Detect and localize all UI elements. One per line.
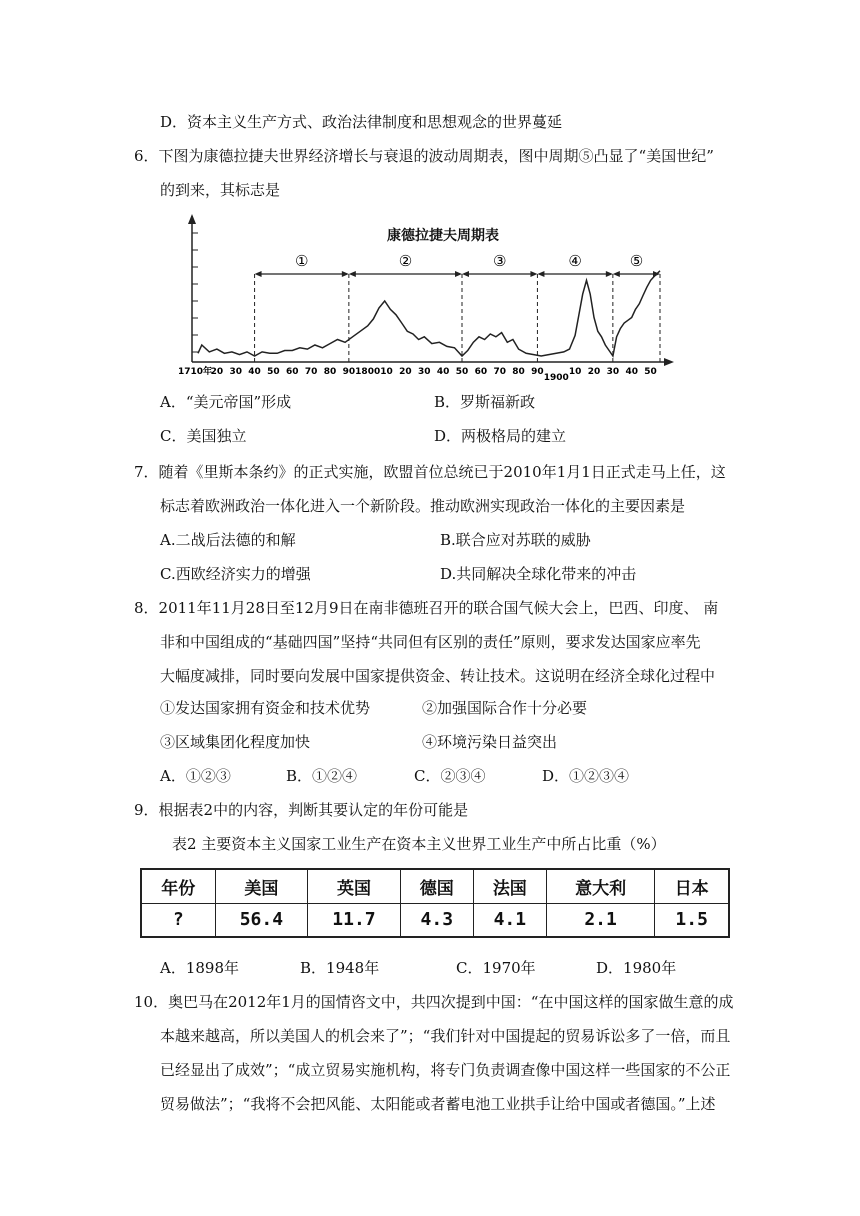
table-header-cell: 意大利 [546, 869, 655, 903]
q9-option-b: B．1948年 [300, 959, 380, 977]
x-tick-label: 60 [286, 367, 299, 377]
q7-option-a: A.二战后法德的和解 [160, 531, 296, 549]
cycle-label: ③ [492, 252, 507, 270]
table-header-cell: 美国 [215, 869, 308, 903]
table-cell: 2.1 [546, 903, 655, 937]
q8-item-2: ②加强国际合作十分必要 [422, 699, 588, 717]
q8-option-d: D．①②③④ [542, 767, 630, 785]
cycle-arrow-right [455, 271, 462, 277]
economic-wave-line [198, 271, 660, 356]
table-header-cell: 法国 [473, 869, 546, 903]
table-cell: 11.7 [308, 903, 401, 937]
q9-option-d: D．1980年 [596, 959, 677, 977]
cycle-arrow-left [537, 271, 544, 277]
x-tick-label: 1900 [543, 373, 569, 383]
x-tick-label: 40 [625, 367, 638, 377]
q6-option-d: D．两极格局的建立 [434, 427, 567, 445]
table-row [141, 903, 729, 937]
table-header-cell: 英国 [308, 869, 401, 903]
q5-option-d: D．资本主义生产方式、政治法律制度和思想观念的世界蔓延 [160, 113, 563, 131]
industry-share-table [140, 868, 730, 938]
x-tick-label: 80 [323, 367, 337, 377]
q6-option-b: B．罗斯福新政 [434, 393, 536, 411]
table-header-cell: 德国 [400, 869, 473, 903]
x-tick-label: 80 [512, 367, 525, 377]
q6-option-a: A．“美元帝国”形成 [160, 393, 292, 411]
x-tick-label: 1710年 [178, 367, 213, 377]
table-header-row [141, 869, 729, 903]
x-tick-label: 10 [380, 367, 393, 377]
x-axis-tick-labels [178, 365, 657, 383]
q8-item-1: ①发达国家拥有资金和技术优势 [160, 699, 371, 717]
x-tick-label: 70 [493, 367, 506, 377]
table-caption: 表2 主要资本主义国家工业生产在资本主义世界工业生产中所占比重（%） [172, 835, 666, 853]
q8-item-4: ④环境污染日益突出 [422, 733, 558, 751]
x-tick-label: 50 [644, 367, 657, 377]
q7-stem-line2: 标志着欧洲政治一体化进入一个新阶段。推动欧洲实现政治一体化的主要因素是 [160, 497, 686, 515]
q8-stem-line2: 非和中国组成的“基础四国”坚持“共同但有区别的责任”原则，要求发达国家应率先 [160, 633, 701, 651]
kondratiev-cycle-chart [168, 212, 688, 384]
q7-option-d: D.共同解决全球化带来的冲击 [440, 565, 637, 583]
q10-stem-line2: 本越来越高，所以美国人的机会来了”；“我们针对中国提起的贸易诉讼多了一倍，而且 [160, 1027, 731, 1045]
q8-option-b: B．①②④ [286, 767, 358, 785]
table-cell: 56.4 [215, 903, 308, 937]
y-axis-arrow [188, 214, 196, 224]
x-tick-label: 50 [455, 367, 469, 377]
q6-option-c: C．美国独立 [160, 427, 247, 445]
q8-stem-line3: 大幅度减排，同时要向发展中国家提供资金、转让技术。这说明在经济全球化过程中 [160, 667, 716, 685]
q8-item-3: ③区域集团化程度加快 [160, 733, 311, 751]
cycle-label: ④ [568, 252, 582, 270]
q9-stem: 9．根据表2中的内容，判断其要认定的年份可能是 [134, 801, 469, 819]
x-tick-label: 20 [210, 367, 224, 377]
q10-stem-line3: 已经显出了成效”；“成立贸易实施机构，将专门负责调查像中国这样一些国家的不公正 [160, 1061, 731, 1079]
x-tick-label: 40 [436, 367, 450, 377]
table-cell: ? [141, 903, 215, 937]
cycle-arrow-right [530, 271, 537, 277]
q8-stem-line1: 8．2011年11月28日至12月9日在南非德班召开的联合国气候大会上，巴西、印度、 南 [134, 599, 719, 617]
q9-option-c: C．1970年 [456, 959, 536, 977]
q6-stem-line1: 6．下图为康德拉捷夫世界经济增长与衰退的波动周期表，图中周期⑤凸显了“美国世纪” [134, 147, 714, 165]
table-cell: 1.5 [655, 903, 729, 937]
x-tick-label: 90 [342, 367, 356, 377]
x-tick-label: 10 [568, 367, 582, 377]
cycle-arrow-right [342, 271, 349, 277]
cycle-label: ⑤ [629, 252, 644, 270]
x-tick-label: 1800 [355, 367, 381, 377]
cycle-arrow-left [349, 271, 356, 277]
x-tick-label: 50 [267, 367, 280, 377]
cycle-arrow-left [462, 271, 469, 277]
x-tick-label: 70 [304, 367, 318, 377]
q8-option-a: A．①②③ [160, 767, 231, 785]
x-tick-label: 90 [531, 367, 544, 377]
x-tick-label: 30 [418, 367, 431, 377]
q7-stem-line1: 7．随着《里斯本条约》的正式实施，欧盟首位总统已于2010年1月1日正式走马上任，这 [134, 463, 726, 481]
q7-option-c: C.西欧经济实力的增强 [160, 565, 311, 583]
x-tick-label: 30 [606, 367, 620, 377]
cycle-label: ① [294, 252, 309, 270]
chart-title: 康德拉捷夫周期表 [387, 228, 499, 244]
y-axis-ticks [192, 233, 198, 352]
q10-stem-line4: 贸易做法”；“我将不会把风能、太阳能或者蓄电池工业拱手让给中国或者德国。”上述 [160, 1095, 716, 1113]
table-header-cell: 年份 [141, 869, 215, 903]
x-tick-label: 30 [229, 367, 242, 377]
x-tick-label: 20 [399, 367, 412, 377]
q9-option-a: A．1898年 [160, 959, 240, 977]
table-cell: 4.1 [473, 903, 546, 937]
q6-stem-line2: 的到来，其标志是 [160, 181, 281, 199]
x-tick-label: 40 [248, 367, 261, 377]
q10-stem-line1: 10．奥巴马在2012年1月的国情咨文中，共四次提到中国：“在中国这样的国家做生意的成 [134, 993, 734, 1011]
q8-option-c: C．②③④ [414, 767, 486, 785]
cycle-arrow-left [255, 271, 262, 277]
cycle-arrow-right [606, 271, 613, 277]
x-tick-label: 60 [474, 367, 488, 377]
x-tick-label: 20 [587, 367, 601, 377]
cycle-arrow-left [613, 271, 620, 277]
table-header-cell: 日本 [655, 869, 729, 903]
q7-option-b: B.联合应对苏联的威胁 [440, 531, 591, 549]
table-cell: 4.3 [400, 903, 473, 937]
cycle-label: ② [398, 252, 413, 270]
x-axis-arrow [664, 358, 674, 366]
